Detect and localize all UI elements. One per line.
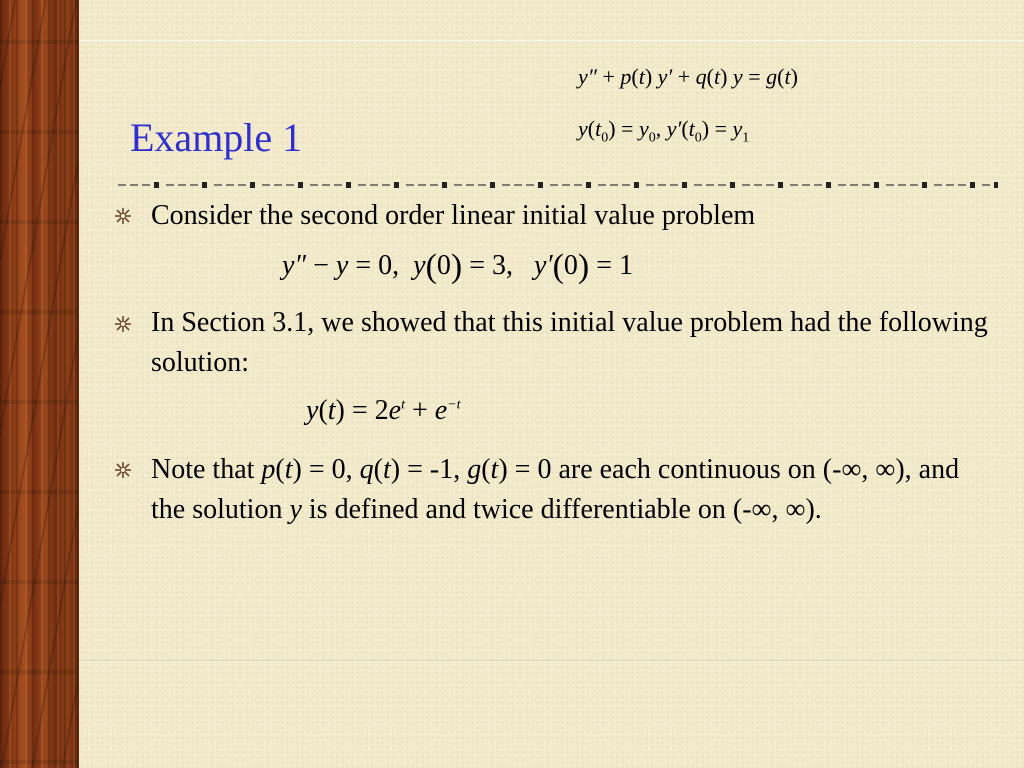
sparkle-bullet-icon bbox=[113, 206, 133, 226]
bullet-text-2: In Section 3.1, we showed that this initial value problem had the following solution: bbox=[151, 307, 988, 378]
dash-dot-divider bbox=[118, 178, 998, 192]
bullet-equation-2: $y(t) = 2e^t + e^{-t}$ bbox=[306, 395, 461, 426]
header-equation-line2: $y(t_0) = y_0$, $y'(t_0) = y_1$ bbox=[578, 116, 750, 146]
slide-title: Example 1 bbox=[130, 115, 303, 160]
bullet-equation-1: y″ − y = 0, y(0) = 3, y′(0) = 1 bbox=[282, 248, 634, 285]
bullet-text-1: Consider the second order linear initial value problem bbox=[151, 200, 756, 231]
header-equation-line1: y″ + p(t) y′ + q(t) y = g(t) bbox=[578, 64, 798, 89]
wood-side-panel bbox=[0, 0, 79, 768]
background-line bbox=[79, 40, 1024, 41]
background-line bbox=[79, 661, 1024, 662]
bullet-text-3-content: Note that p(t) = 0, q(t) = -1, g(t) = 0 are each continuous on (-∞, ∞), and the solution y is defined and twice differentiable on (-∞, ∞). bbox=[151, 454, 960, 525]
sparkle-bullet-icon bbox=[113, 314, 133, 334]
sparkle-bullet-icon bbox=[113, 460, 133, 480]
bullet-text-3 bbox=[151, 450, 991, 530]
